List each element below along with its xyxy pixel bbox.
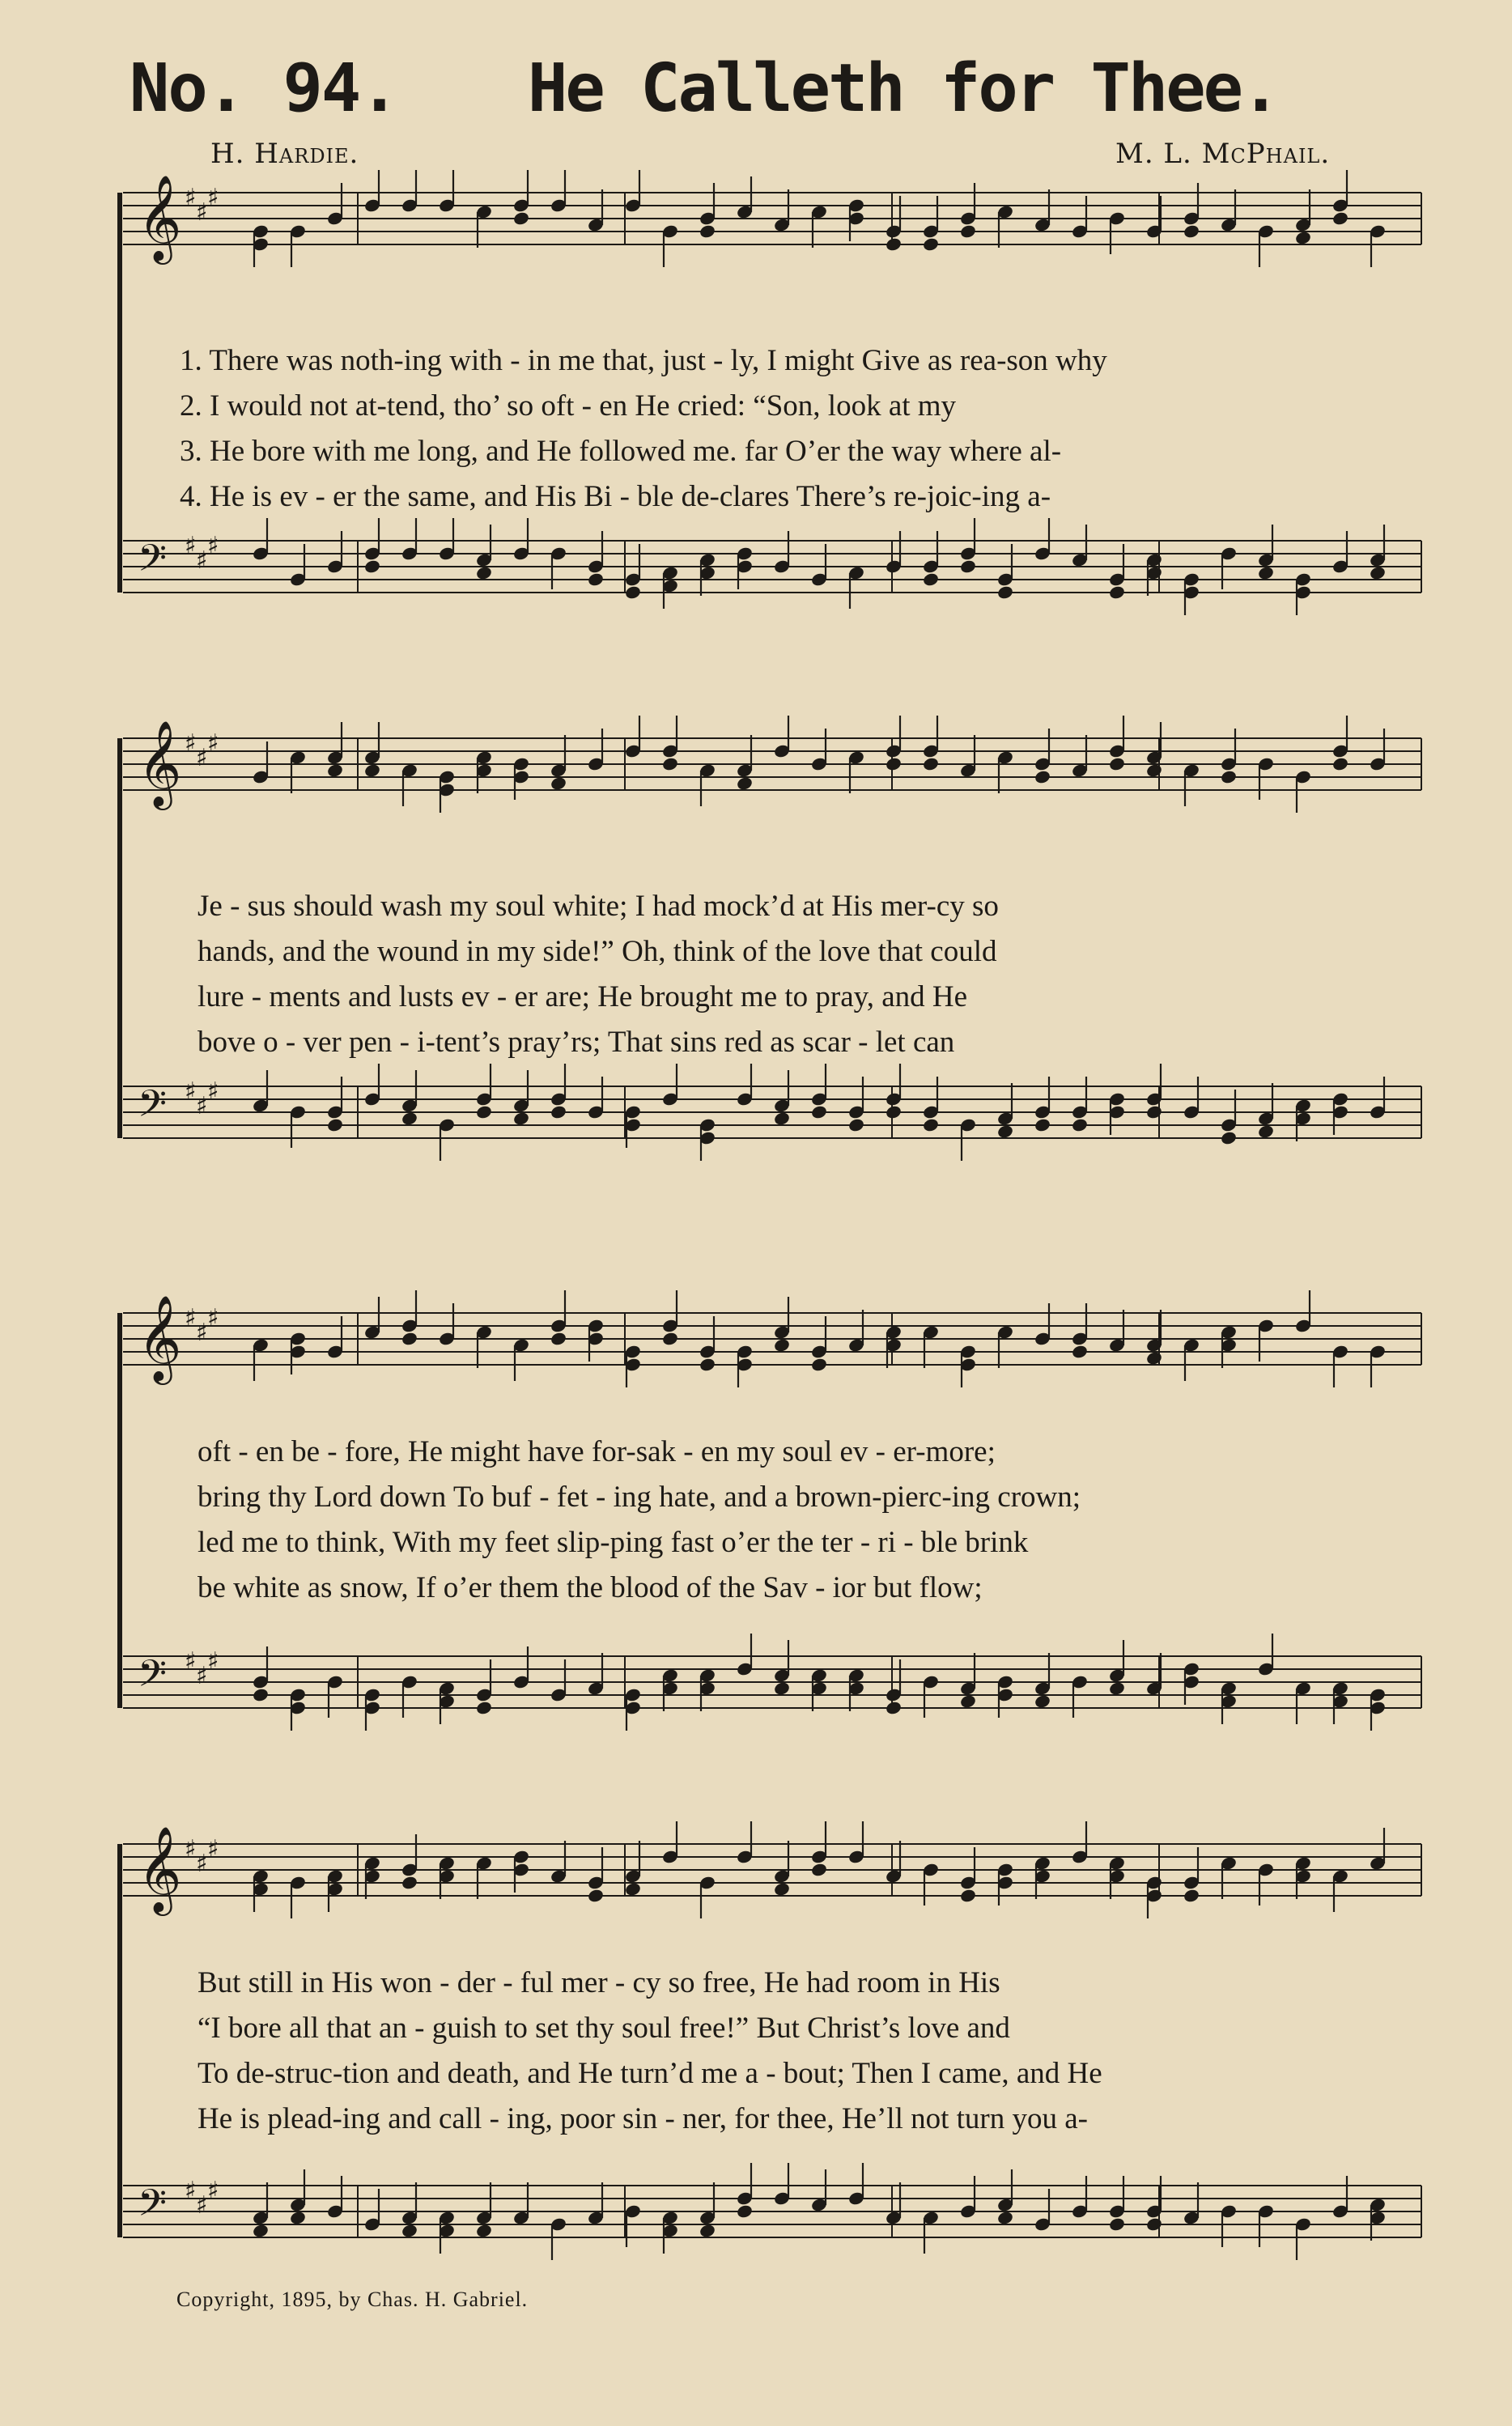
note-head [810, 1357, 828, 1372]
note-head [959, 1888, 977, 1903]
system-4-sharp: ♯ [196, 2191, 208, 2220]
system-2-sharp: ♯ [185, 1077, 197, 1106]
note-head [1071, 1117, 1089, 1132]
note-head [1108, 1680, 1126, 1696]
note-head [252, 2223, 270, 2238]
note-head [1034, 769, 1051, 784]
note-head [363, 763, 381, 778]
system-1-sharp: ♯ [196, 546, 208, 575]
system-1-sharp: ♯ [196, 198, 208, 227]
system-3-sharp: ♯ [196, 1319, 208, 1347]
lyric-line: To de-struc-tion and death, and He turn’d me a - bout; Then I came, and He [197, 2057, 1102, 2090]
lyric-line: be white as snow, If o’er them the blood of the Sav - ior but flow; [197, 1571, 983, 1604]
lyric-line: hands, and the wound in my side!” Oh, think of the love that could [197, 935, 997, 968]
system-4-sharp: ♯ [185, 2177, 197, 2205]
note-head [847, 1117, 865, 1132]
system-1-sharp: ♯ [207, 532, 219, 560]
note-head [1108, 756, 1126, 771]
note-head [773, 1111, 791, 1126]
system-1-treble-clef: 𝄞 [138, 174, 182, 261]
note-head [326, 1117, 344, 1132]
system-4-bass-clef: 𝄢 [138, 2182, 168, 2234]
note-head [401, 2223, 418, 2238]
note-head [550, 1331, 567, 1346]
note-head [736, 2203, 754, 2219]
lyric-line: But still in His won - der - ful mer - cy so free, He had room in His [197, 1966, 1000, 1999]
note-head [959, 1693, 977, 1709]
system-2-sharp: ♯ [207, 729, 219, 758]
note-head [1257, 1124, 1275, 1139]
note-head [1034, 1693, 1051, 1709]
note-head [922, 571, 940, 587]
note-head [922, 236, 940, 252]
note-head [1145, 1104, 1163, 1120]
note-head [326, 763, 344, 778]
lyric-line: 4. He is ev - er the same, and His Bi - ble de-clares There’s re-joic-ing a- [180, 480, 1051, 513]
system-3-sharp: ♯ [196, 1662, 208, 1690]
note-head [1294, 230, 1312, 245]
note-head [699, 1357, 716, 1372]
note-head [587, 571, 605, 587]
note-head [1108, 2216, 1126, 2232]
lyricist-credit: H. Hardie. [210, 138, 359, 170]
note-head [475, 1700, 493, 1715]
system-2-sharp: ♯ [185, 729, 197, 758]
note-head [773, 1337, 791, 1353]
system-3-sharp: ♯ [207, 1647, 219, 1676]
note-head [885, 236, 903, 252]
note-head [661, 1331, 679, 1346]
note-head [550, 1104, 567, 1120]
lyric-line: 2. I would not at-tend, tho’ so oft - en He cried: “Son, look at my [180, 389, 957, 423]
note-head [773, 1680, 791, 1696]
note-head [922, 756, 940, 771]
lyric-line: Je - sus should wash my soul white; I had mock’d at His mer-cy so [197, 890, 999, 923]
note-head [1145, 2216, 1163, 2232]
system-2-sharp: ♯ [196, 1092, 208, 1120]
lyric-line: lure - ments and lusts ev - er are; He brought me to pray, and He [197, 980, 968, 1013]
lyric-line: “I bore all that an - guish to set thy soul free!” But Christ’s love and [197, 2012, 1010, 2045]
note-head [1331, 756, 1349, 771]
note-head [550, 775, 567, 791]
system-1-sharp: ♯ [185, 184, 197, 212]
note-head [885, 1104, 903, 1120]
note-head [624, 584, 642, 600]
note-head [922, 1117, 940, 1132]
note-head [885, 756, 903, 771]
note-head [1331, 210, 1349, 226]
note-head [1108, 584, 1126, 600]
copyright-notice: Copyright, 1895, by Chas. H. Gabriel. [176, 2288, 529, 2311]
note-head [736, 775, 754, 791]
lyric-line: He is plead-ing and call - ing, poor sin - ner, for thee, He’ll not turn you a- [197, 2102, 1088, 2135]
note-head [401, 1111, 418, 1126]
note-head [885, 1700, 903, 1715]
system-4-sharp: ♯ [207, 1835, 219, 1863]
system-2-bass-clef: 𝄢 [138, 1082, 168, 1135]
note-head [1183, 223, 1200, 239]
system-3-bass-clef: 𝄢 [138, 1652, 168, 1705]
note-head [1220, 1130, 1238, 1145]
composer-credit: M. L. McPhail. [1115, 138, 1331, 170]
lyric-line: 1. There was noth-ing with - in me that, just - ly, I might Give as rea-son why [180, 344, 1107, 377]
note-head [1145, 763, 1163, 778]
note-head [512, 1111, 530, 1126]
note-head [959, 559, 977, 574]
note-head [1183, 1888, 1200, 1903]
system-1-bass-clef: 𝄢 [138, 537, 168, 589]
note-head [587, 1888, 605, 1903]
note-head [661, 756, 679, 771]
lyric-line: bring thy Lord down To buf - fet - ing hate, and a brown-pierc-ing crown; [197, 1481, 1081, 1514]
lyric-line: led me to think, With my feet slip-ping fast o’er the ter - ri - ble brink [197, 1526, 1029, 1559]
system-2-treble-clef: 𝄞 [138, 720, 182, 806]
note-head [1145, 1350, 1163, 1366]
note-head [773, 1881, 791, 1897]
note-head [996, 584, 1014, 600]
note-head [252, 1687, 270, 1702]
note-head [1369, 565, 1387, 580]
system-3-sharp: ♯ [185, 1304, 197, 1332]
note-head [401, 1875, 418, 1890]
system-3-treble-clef: 𝄞 [138, 1294, 182, 1381]
lyric-line: 3. He bore with me long, and He followed me. far O’er the way where al- [180, 435, 1062, 468]
note-head [959, 223, 977, 239]
note-head [475, 565, 493, 580]
system-4-sharp: ♯ [207, 2177, 219, 2205]
system-4-treble-clef: 𝄞 [138, 1825, 182, 1912]
lyric-line: oft - en be - fore, He might have for-sak - en my soul ev - er-more; [197, 1435, 996, 1468]
note-head [699, 223, 716, 239]
note-head [996, 2210, 1014, 2225]
system-3-sharp: ♯ [185, 1647, 197, 1676]
note-head [810, 1862, 828, 1877]
note-head [1257, 565, 1275, 580]
note-head [475, 1104, 493, 1120]
note-head [810, 1104, 828, 1120]
note-head [699, 2223, 716, 2238]
note-head [996, 1124, 1014, 1139]
system-1-sharp: ♯ [207, 184, 219, 212]
lyric-line: bove o - ver pen - i-tent’s pray’rs; That sins red as scar - let can [197, 1026, 955, 1059]
note-head [1220, 769, 1238, 784]
hymn-number: No. 94. [130, 50, 398, 127]
hymn-title: He Calleth for Thee. [528, 50, 1279, 127]
note-head [475, 2223, 493, 2238]
note-head [289, 2210, 307, 2225]
system-2-sharp: ♯ [207, 1077, 219, 1106]
note-head [624, 1881, 642, 1897]
note-head [401, 1331, 418, 1346]
system-2-sharp: ♯ [196, 744, 208, 772]
note-head [1034, 1117, 1051, 1132]
system-4-sharp: ♯ [185, 1835, 197, 1863]
system-3-sharp: ♯ [207, 1304, 219, 1332]
system-4-sharp: ♯ [196, 1850, 208, 1878]
note-head [363, 559, 381, 574]
note-head [1071, 1344, 1089, 1359]
system-1-sharp: ♯ [185, 532, 197, 560]
note-head [512, 210, 530, 226]
